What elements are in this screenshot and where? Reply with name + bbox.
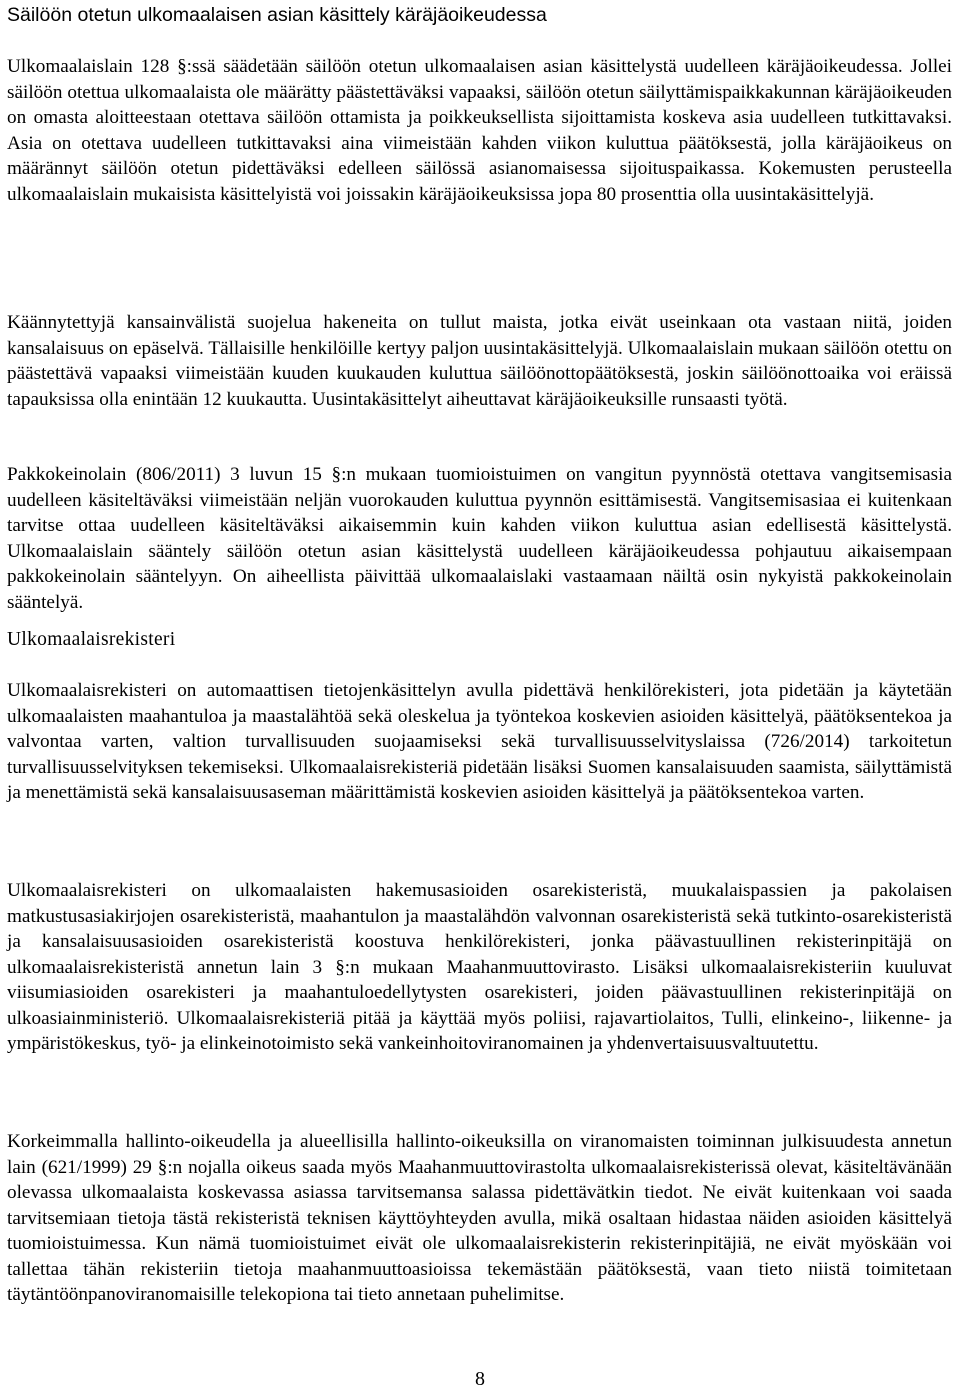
paragraph-3: Pakkokeinolain (806/2011) 3 luvun 15 §:n mukaan tuomioistuimen on vangitun pyynnöstä otettava vangitsemisasia uudelleen käsiteltäväksi viimeistään neljän vuorokauden kuluttua pyynnön esittämisestä. Vangitsemisasiaa ei kuitenkaan tarvitse ottaa uudelleen käsiteltäväksi aikaisemmin kuin kahden viikon kuluttua asian edellisestä käsittelystä. Ulkomaalaislain sääntely säilöön otetun asian käsittelystä uudelleen käräjäoikeudessa pohjautuu aikaisempaan pakkokeinolain sääntelyyn. On aiheellista päivittää ulkomaalaislaki vastaamaan näiltä osin nykyistä pakkokeinolain sääntelyä. [7, 464, 952, 613]
paragraph-4: Ulkomaalaisrekisteri on automaattisen tietojenkäsittelyn avulla pidettävä henkilörekisteri, jota pidetään ja käytetään ulkomaalaisten maahantuloa ja maastalähtöä sekä oleskelua ja työntekoa koskevien asioiden käsittelyä, päätöksentekoa ja valvontaa varten, valtion turvallisuuden suojaamiseksi sekä turvallisuusselvityslaissa (726/2014) tarkoitetun turvallisuusselvityksen tekemiseksi. Ulkomaalaisrekisteriä pidetään lisäksi Suomen kansalaisuuden saamista, säilyttämistä ja menettämistä sekä kansalaisuusaseman määrittämistä koskevien asioiden käsittelyä ja päätöksentekoa varten. [7, 680, 952, 803]
paragraph-6: Korkeimmalla hallinto-oikeudella ja alueellisilla hallinto-oikeuksilla on viranomaisten toiminnan julkisuudesta annetun lain (621/1999) 29 §:n nojalla oikeus saada myös Maahanmuuttovirastolta ulkomaalaisrekisterissä olevat, käsiteltävänään olevassa ulkomaalaista koskevassa asiassa tarvitsemansa salassa pidettävätkin tiedot. Ne eivät kuitenkaan voi saada tarvitsemiaan tietoja tästä rekisteristä teknisen käyttöyhteyden avulla, mikä osaltaan hidastaa näiden asioiden käsittelyä tuomioistuimessa. Kun nämä tuomioistuimet eivät ole ulkomaalaisrekisterin rekisterinpitäjiä, ne eivät myöskään voi tallettaa tähän rekisteriin tietoja maahanmuuttoasioissa tekemästään päätöksestä, vaan tieto niistä toimitetaan täytäntöönpanoviranomaisille telekopiona tai tieto annetaan puhelimitse. [7, 1131, 952, 1305]
page-number: 8 [475, 1368, 485, 1390]
paragraph-1: Ulkomaalaislain 128 §:ssä säädetään säilöön otetun ulkomaalaisen asian käsittelystä uudelleen käräjäoikeudessa. Jollei säilöön otettua ulkomaalaista ole määrätty päästettäväksi vapaaksi, säilöön otetun säilyttämispaikkakunnan käräjäoikeuden on omasta aloitteestaan otettava säilöön ottamista ja poikkeuksellista sijoittamista koskeva asia uudelleen tutkittavaksi. Asia on otettava uudelleen tutkittavaksi aina viimeistään kahden viikon kuluttua päätöksestä, jolla käräjäoikeus on määrännyt säilöön otetun pidettäväksi edelleen säilössä asianomaisessa sijoituspaikassa. Kokemusten perusteella ulkomaalaislain mukaisista käsittelyistä voi joissakin käräjäoikeuksissa jopa 80 prosenttia olla uusintakäsittelyjä. [7, 56, 952, 205]
page-title: Säilöön otetun ulkomaalaisen asian käsittely käräjäoikeudessa [7, 4, 547, 26]
paragraph-2: Käännytettyjä kansainvälistä suojelua hakeneita on tullut maista, jotka eivät useinkaan ota vastaan niitä, joiden kansalaisuus on epäselvä. Tällaisille henkilöille kertyy paljon uusintakäsittelyjä. Ulkomaalaislain mukaan säilöön otettu on päästettävä vapaaksi viimeistään kuuden kuukauden kuluttua säilöönottopäätöksestä, joskin säilöönottoaika voi eräissä tapauksissa olla enintään 12 kuukautta. Uusintakäsittelyt aiheuttavat käräjäoikeuksille runsaasti työtä. [7, 312, 952, 410]
section-heading: Ulkomaalaisrekisteri [7, 629, 176, 650]
paragraph-5: Ulkomaalaisrekisteri on ulkomaalaisten hakemusasioiden osarekisteristä, muukalaispassien ja pakolaisen matkustusasiakirjojen osarekisteristä, maahantulon ja maastalähdön valvonnan osarekisteristä sekä tutkinto-osarekisteristä ja kansalaisuusasioiden osarekisteristä koostuva henkilörekisteri, jonka päävastuullinen rekisterinpitäjä on ulkomaalaisrekisteristä annetun lain 3 §:n mukaan Maahanmuuttovirasto. Lisäksi ulkomaalaisrekisteriin kuuluvat viisumiasioiden osarekisteri ja maahantuloedellytysten osarekisteri, joiden päävastuullinen rekisterinpitäjä on ulkoasiainministeriö. Ulkomaalaisrekisteriä pitää ja käyttää myös poliisi, rajavartiolaitos, Tulli, elinkeino-, liikenne- ja ympäristökeskus, työ- ja elinkeinotoimisto sekä vankeinhoitoviranomainen ja yhdenvertaisuusvaltuutettu. [7, 880, 952, 1054]
